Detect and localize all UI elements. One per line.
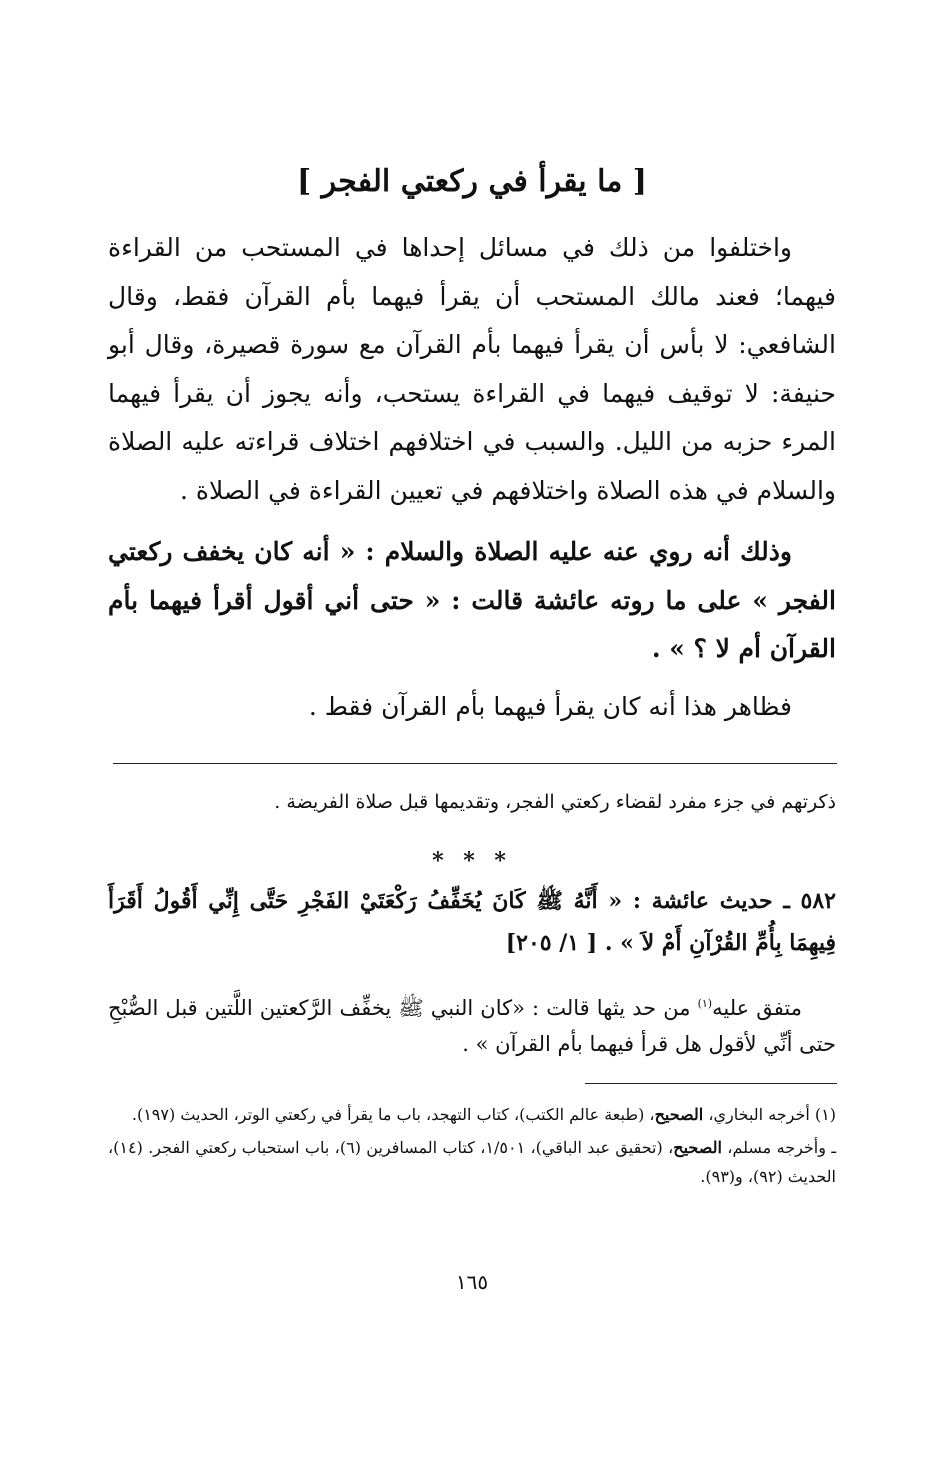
- commentary-paragraph: [108, 986, 836, 1062]
- commentary-rest: من حد يثها قالت : «كان النبي ﷺ يخفِّف الرَّكعتين اللَّتين قبل الصُّبْحِ حتى أنِّي لأقول هل قرأ فيهما بأم القرآن » .: [108, 996, 836, 1056]
- main-text-block-3: [108, 683, 836, 732]
- footnote-2-book: الصحيح: [673, 1138, 722, 1157]
- footnote-continuation: ذكرتهم في جزء مفرد لقضاء ركعتي الفجر، وتقديمها قبل صلاة الفريضة .: [274, 791, 836, 813]
- paragraph-3: فظاهر هذا أنه كان يقرأ فيهما بأم القرآن فقط .: [308, 692, 792, 721]
- main-text-block-2: [108, 528, 836, 674]
- commentary-block: [108, 986, 836, 1062]
- footnote-1-book: الصحيح: [654, 1105, 704, 1124]
- paragraph-2: وذلك أنه روي عنه عليه الصلاة والسلام : « أنه كان يخفف ركعتي الفجر » على ما روته عائشة قالت : « حتى أني أقول أقرأ فيهما بأم القرآن أم لا ؟ » .: [108, 537, 836, 663]
- section-title: [ ما يقرأ في ركعتي الفجر ]: [297, 164, 647, 199]
- main-text-block: [108, 224, 836, 515]
- page-number: ١٦٥: [455, 1270, 489, 1294]
- footnotes: [108, 1100, 836, 1195]
- hadith-text: ٥٨٢ ـ حديث عائشة : « أَنَّهُ ﷺ كَانَ يُخَفِّفُ رَكْعَتَيْ الفَجْرِ حَتَّى إِنِّي أَقُولُ أَقَرَأَ فِيهِمَا بِأُمِّ القُرْآنِ أَمْ لاَ » . [ ١/ ٢٠٥]: [108, 888, 836, 956]
- footnote-separator-line: [113, 763, 837, 764]
- footnote-2: ـ وأخرجه مسلم، الصحيح، (تحقيق عبد الباقي)، ١/٥٠١، كتاب المسافرين (٦)، باب استحباب ركعتي الفجر. (١٤)، الحديث (٩٢)، و(٩٣).: [108, 1138, 837, 1186]
- footnote-1: (١) أخرجه البخاري، الصحيح، (طبعة عالم الكتب)، كتاب التهجد، باب ما يقرأ في ركعتي الوتر، الحديث (١٩٧).: [131, 1105, 836, 1124]
- footnote-ref[interactable]: (١): [697, 997, 713, 1010]
- section-separator: * * *: [432, 848, 512, 874]
- paragraph-1: واختلفوا من ذلك في مسائل إحداها في المستحب من القراءة فيهما؛ فعند مالك المستحب أن يقرأ فيهما بأم القرآن فقط، وقال الشافعي: لا بأس أن يقرأ فيهما بأم القرآن مع سورة قصيرة، وقال أبو حنيفة: لا توقيف فيهما في القراءة يستحب، وأنه يجوز أن يقرأ فيهما المرء حزبه من الليل. والسبب في اختلافهم اختلاف قراءته عليه الصلاة والسلام في هذه الصلاة واختلافهم في تعيين القراءة في الصلاة .: [108, 233, 836, 505]
- footnotes-separator-line: [585, 1083, 837, 1084]
- commentary-lead: متفق عليه: [712, 996, 802, 1020]
